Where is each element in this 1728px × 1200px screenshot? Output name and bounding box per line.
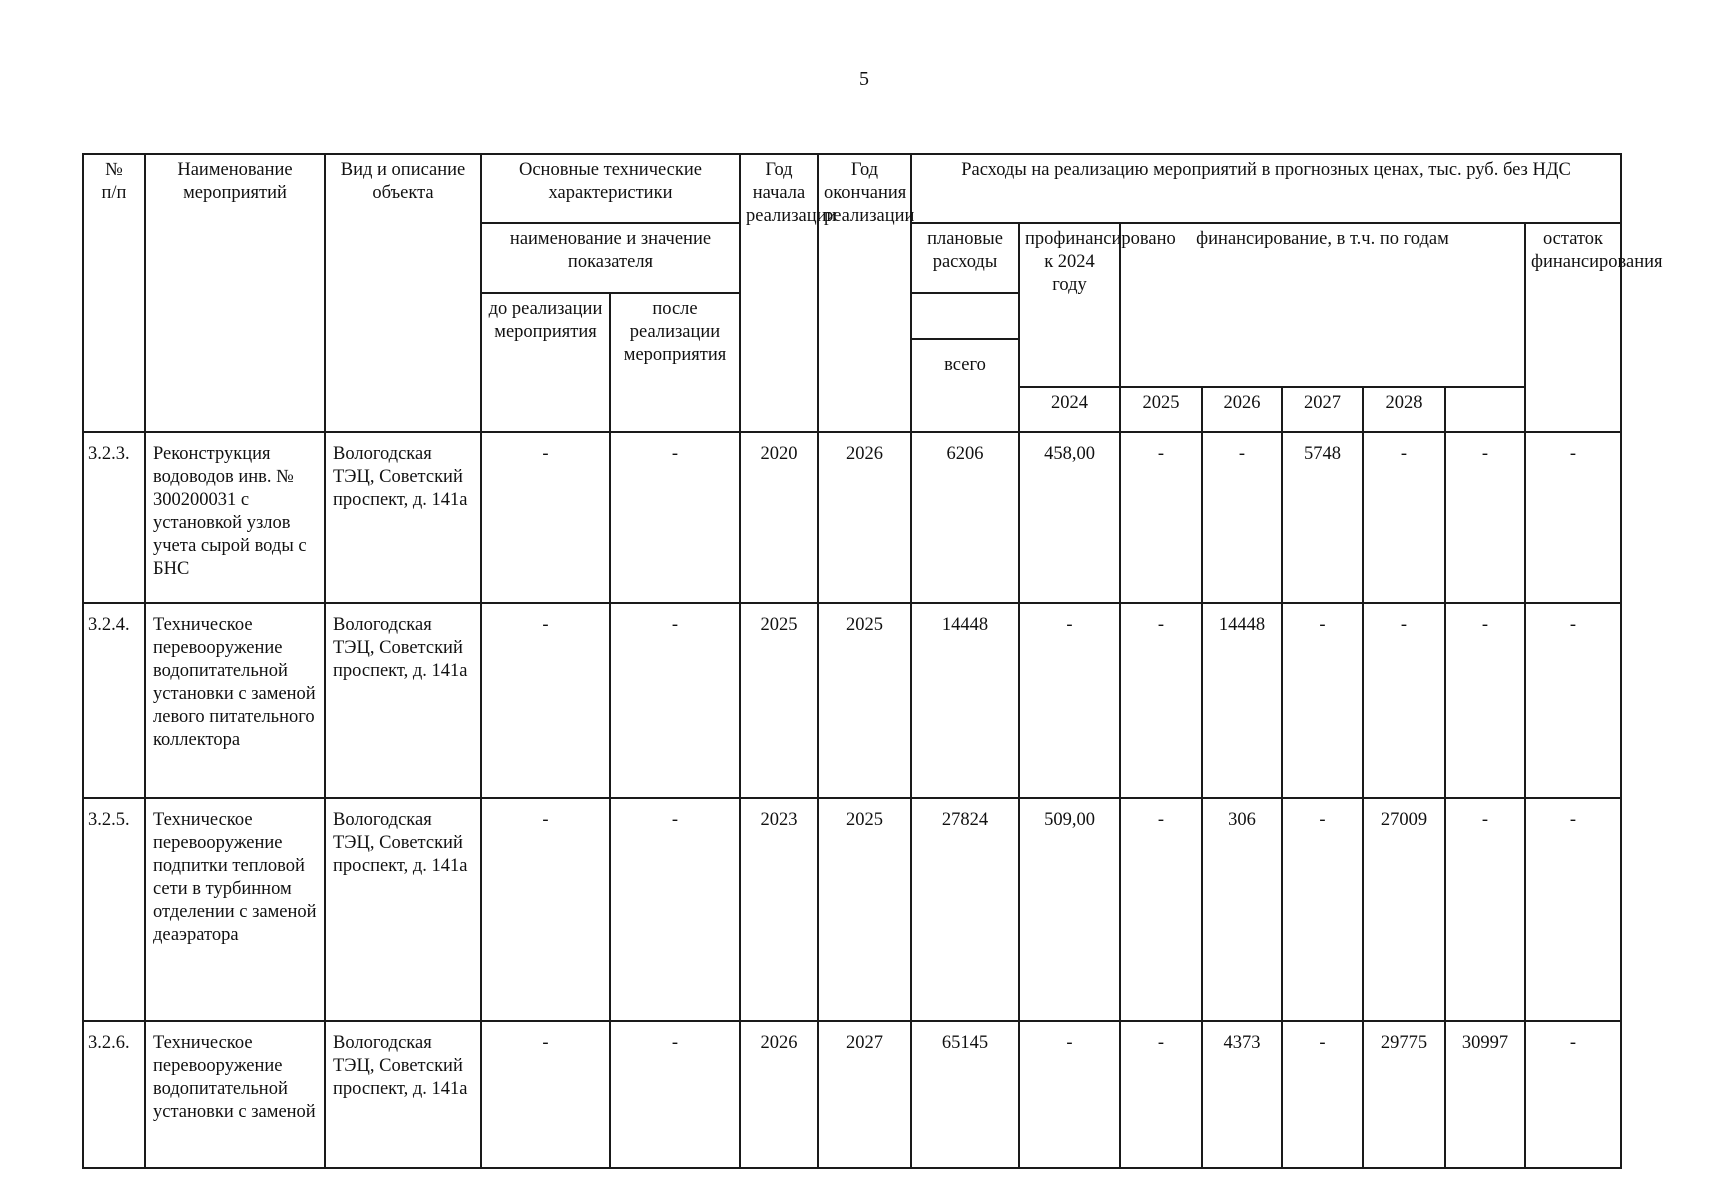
row-object: Вологодская ТЭЦ, Советский проспект, д. 141а [325, 432, 481, 603]
row-object: Вологодская ТЭЦ, Советский проспект, д. 141а [325, 1021, 481, 1168]
row-financed: 509,00 [1019, 798, 1120, 1021]
row-end-year: 2025 [818, 798, 911, 1021]
row-2025: 4373 [1202, 1021, 1282, 1168]
row-2024: - [1120, 1021, 1202, 1168]
row-financed: 458,00 [1019, 432, 1120, 603]
row-2026: 5748 [1282, 432, 1363, 603]
header-year-2024: 2024 [1019, 387, 1120, 432]
row-2027: - [1363, 432, 1445, 603]
row-name: Реконструкция водоводов инв. № 300200031 с установкой узлов учета сырой воды с БНС [145, 432, 325, 603]
row-start-year: 2026 [740, 1021, 818, 1168]
row-total: 6206 [911, 432, 1019, 603]
table-row [83, 798, 1621, 1021]
page-number: 5 [859, 68, 869, 90]
row-2028: - [1445, 798, 1525, 1021]
row-end-year: 2027 [818, 1021, 911, 1168]
row-num: 3.2.5. [83, 798, 145, 1021]
table-row [83, 603, 1621, 798]
row-total: 14448 [911, 603, 1019, 798]
row-2027: 29775 [1363, 1021, 1445, 1168]
row-name: Техническое перевооружение водопитательной установки с заменой левого питательного коллектора [145, 603, 325, 798]
header-planned-blank [911, 293, 1019, 339]
row-name: Техническое перевооружение подпитки тепловой сети в турбинном отделении с заменой деаэратора [145, 798, 325, 1021]
row-total: 65145 [911, 1021, 1019, 1168]
row-2025: 14448 [1202, 603, 1282, 798]
header-tech: Основные технические характеристики [481, 154, 740, 223]
row-object: Вологодская ТЭЦ, Советский проспект, д. 141а [325, 798, 481, 1021]
row-2024: - [1120, 798, 1202, 1021]
row-2026: - [1282, 1021, 1363, 1168]
header-costs: Расходы на реализацию мероприятий в прогнозных ценах, тыс. руб. без НДС [911, 154, 1621, 223]
row-num: 3.2.4. [83, 603, 145, 798]
row-end-year: 2025 [818, 603, 911, 798]
row-2028: - [1445, 603, 1525, 798]
header-object: Вид и описание объекта [325, 154, 481, 432]
table-row [83, 1021, 1621, 1168]
table-row [83, 432, 1621, 603]
row-start-year: 2023 [740, 798, 818, 1021]
header-financed-2024: профинансировано к 2024 году [1019, 223, 1120, 387]
row-end-year: 2026 [818, 432, 911, 603]
row-before: - [481, 1021, 610, 1168]
row-2024: - [1120, 603, 1202, 798]
header-year-2026: 2026 [1202, 387, 1282, 432]
row-2025: - [1202, 432, 1282, 603]
header-year-2028: 2028 [1363, 387, 1445, 432]
header-planned: плановые расходы [911, 223, 1019, 293]
row-before: - [481, 798, 610, 1021]
header-end-year: Год окончания реализации [818, 154, 911, 432]
row-financed: - [1019, 1021, 1120, 1168]
row-num: 3.2.3. [83, 432, 145, 603]
header-remainder: остаток финансирования [1525, 223, 1621, 432]
header-year-2025: 2025 [1120, 387, 1202, 432]
row-financed: - [1019, 603, 1120, 798]
row-remainder: - [1525, 603, 1621, 798]
header-name: Наименование мероприятий [145, 154, 325, 432]
row-2026: - [1282, 603, 1363, 798]
row-2026: - [1282, 798, 1363, 1021]
row-2028: - [1445, 432, 1525, 603]
row-before: - [481, 432, 610, 603]
row-2028: 30997 [1445, 1021, 1525, 1168]
row-after: - [610, 798, 740, 1021]
header-start-year: Год начала реализации [740, 154, 818, 432]
row-object: Вологодская ТЭЦ, Советский проспект, д. 141а [325, 603, 481, 798]
header-year-2027: 2027 [1282, 387, 1363, 432]
investment-program-table [82, 153, 1663, 1169]
header-num: № п/п [83, 154, 145, 432]
header-before: до реализации мероприятия [481, 293, 610, 432]
header-financing: финансирование, в т.ч. по годам [1120, 223, 1525, 387]
row-remainder: - [1525, 432, 1621, 603]
row-remainder: - [1525, 798, 1621, 1021]
row-before: - [481, 603, 610, 798]
header-total: всего [911, 339, 1019, 432]
row-num: 3.2.6. [83, 1021, 145, 1168]
row-2027: 27009 [1363, 798, 1445, 1021]
row-after: - [610, 432, 740, 603]
row-total: 27824 [911, 798, 1019, 1021]
row-after: - [610, 1021, 740, 1168]
row-2024: - [1120, 432, 1202, 603]
row-2025: 306 [1202, 798, 1282, 1021]
row-start-year: 2025 [740, 603, 818, 798]
row-start-year: 2020 [740, 432, 818, 603]
header-indicator: наименование и значение показателя [481, 223, 740, 293]
header-after: после реализации мероприятия [610, 293, 740, 432]
row-after: - [610, 603, 740, 798]
row-2027: - [1363, 603, 1445, 798]
row-name: Техническое перевооружение водопитательной установки с заменой [145, 1021, 325, 1168]
row-remainder: - [1525, 1021, 1621, 1168]
